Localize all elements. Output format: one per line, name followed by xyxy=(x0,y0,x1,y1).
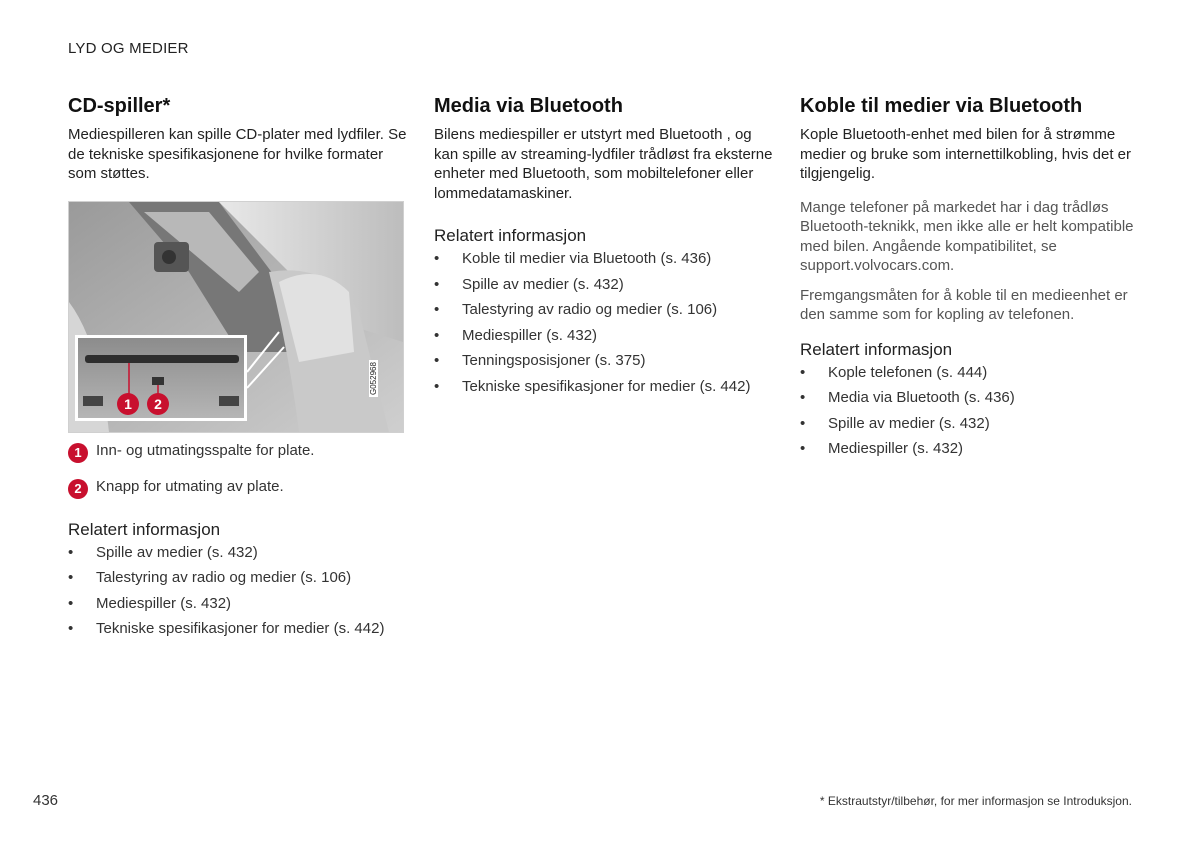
connect-bluetooth-title: Koble til medier via Bluetooth xyxy=(800,95,1083,117)
cd-player-title: CD-spiller* xyxy=(68,95,171,117)
related-info-list xyxy=(434,249,774,396)
related-link[interactable]: • Spille av medier (s. 432) xyxy=(434,275,774,294)
footnote: * Ekstrautstyr/tilbehør, for mer informasjon se Introduksjon. xyxy=(819,794,1132,808)
legend-number-badge: 2 xyxy=(68,479,88,499)
compatibility-note: Mange telefoner på markedet har i dag trådløs Bluetooth-teknikk, men ikke alle er helt kompatible med bilen. Angående kompatibilitet, se support.volvocars.com. xyxy=(800,198,1134,274)
related-link[interactable]: • Spille av medier (s. 432) xyxy=(68,543,408,562)
related-info-heading: Relatert informasjon xyxy=(434,226,587,245)
related-link[interactable]: • Kople telefonen (s. 444) xyxy=(800,363,1140,382)
related-info-heading: Relatert informasjon xyxy=(68,519,221,539)
cd-player-figure xyxy=(68,201,404,433)
related-link[interactable]: • Mediespiller (s. 432) xyxy=(800,439,1140,458)
callout-1-badge: 1 xyxy=(117,393,139,415)
legend-text: Inn- og utmatingsspalte for plate. xyxy=(96,441,315,459)
related-link[interactable]: • Tekniske spesifikasjoner for medier (s. 442) xyxy=(434,377,774,396)
figure-legend xyxy=(68,441,408,499)
procedure-note: Fremgangsmåten for å koble til en medieenhet er den samme som for kopling av telefonen. xyxy=(800,286,1128,323)
cd-player-body: Mediespilleren kan spille CD-plater med lydfiler. Se de tekniske spesifikasjonene for hvilke formater som støttes. xyxy=(68,126,407,182)
callout-2-badge: 2 xyxy=(147,393,169,415)
related-link[interactable]: • Mediespiller (s. 432) xyxy=(68,594,408,613)
column-media-bluetooth xyxy=(434,93,774,402)
page-number: 436 xyxy=(33,792,59,809)
legend-text: Knapp for utmating av plate. xyxy=(96,477,284,495)
media-bluetooth-title: Media via Bluetooth xyxy=(434,95,623,117)
section-header: LYD OG MEDIER xyxy=(68,40,189,57)
legend-item xyxy=(68,477,408,499)
column-cd-player xyxy=(68,93,408,645)
connect-bluetooth-body: Kople Bluetooth-enhet med bilen for å strømme medier og bruke som internettilkobling, hvis det er tilgjengelig. xyxy=(800,126,1131,182)
legend-number-badge: 1 xyxy=(68,443,88,463)
related-info-list xyxy=(68,543,408,639)
related-link[interactable]: • Spille av medier (s. 432) xyxy=(800,414,1140,433)
figure-code: G052968 xyxy=(369,361,378,395)
column-connect-bluetooth xyxy=(800,93,1140,465)
legend-item xyxy=(68,441,408,463)
media-bluetooth-body: Bilens mediespiller er utstyrt med Bluetooth , og kan spille av streaming-lydfiler trådløst fra eksterne enheter med Bluetooth, som mobiltelefoner eller lommedatamaskiner. xyxy=(434,126,773,202)
related-link[interactable]: • Tekniske spesifikasjoner for medier (s. 442) xyxy=(68,619,408,638)
related-link[interactable]: • Media via Bluetooth (s. 436) xyxy=(800,388,1140,407)
related-info-list xyxy=(800,363,1140,459)
related-link[interactable]: • Koble til medier via Bluetooth (s. 436) xyxy=(434,249,774,268)
related-link[interactable]: • Talestyring av radio og medier (s. 106) xyxy=(434,300,774,319)
related-info-heading: Relatert informasjon xyxy=(800,339,953,359)
related-link[interactable]: • Mediespiller (s. 432) xyxy=(434,326,774,345)
related-link[interactable]: • Talestyring av radio og medier (s. 106) xyxy=(68,568,408,587)
related-link[interactable]: • Tenningsposisjoner (s. 375) xyxy=(434,351,774,370)
